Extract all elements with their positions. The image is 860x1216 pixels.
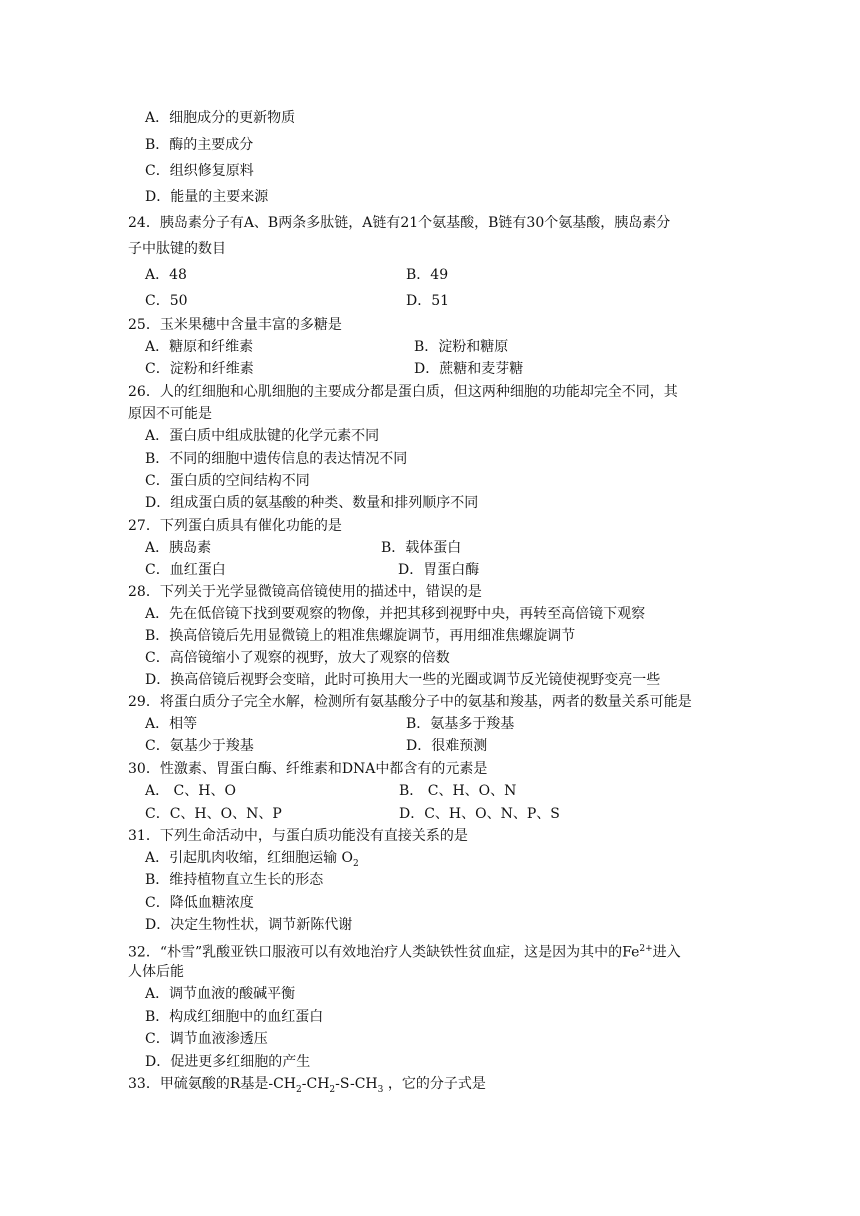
- q33-sub-1: 2: [296, 1084, 302, 1095]
- q26-stem-line1: 26．人的红细胞和心肌细胞的主要成分都是蛋白质，但这两种细胞的功能却完全不同，其: [128, 384, 678, 400]
- q32-stem-line2: 人体后能: [128, 964, 184, 980]
- q30-option-a: A． C、H、O: [145, 783, 236, 799]
- q32-option-c: C．调节血液渗透压: [145, 1031, 268, 1047]
- q29-option-c: C．氨基少于羧基: [145, 738, 254, 754]
- q31-stem: 31．下列生命活动中，与蛋白质功能没有直接关系的是: [128, 828, 468, 844]
- q23-option-b: B．酶的主要成分: [145, 137, 254, 153]
- q31-option-a-text: A．引起肌肉收缩，红细胞运输 O: [145, 850, 354, 866]
- q33-stem-c: -S-CH: [335, 1076, 378, 1092]
- q30-option-b: B． C、H、O、N: [399, 783, 517, 799]
- q27-option-c: C．血红蛋白: [145, 562, 226, 578]
- q31-option-a: [145, 849, 359, 873]
- q32-option-b: B．构成红细胞中的血红蛋白: [145, 1009, 324, 1025]
- q28-option-a: A．先在低倍镜下找到要观察的物像，并把其移到视野中央，再转至高倍镜下观察: [145, 606, 646, 622]
- q25-option-b: B．淀粉和糖原: [414, 339, 509, 355]
- q32-stem-text-end: 进入: [652, 944, 681, 961]
- q29-option-d: D．很难预测: [406, 738, 488, 754]
- q26-option-b: B．不同的细胞中遗传信息的表达情况不同: [145, 451, 408, 467]
- q33-stem-d: ，它的分子式是: [383, 1076, 486, 1092]
- q26-option-a: A．蛋白质中组成肽键的化学元素不同: [145, 428, 380, 444]
- q33-stem-b: -CH: [301, 1076, 330, 1092]
- q26-stem-line2: 原因不可能是: [128, 406, 212, 422]
- q30-option-d: D．C、H、O、N、P、S: [399, 806, 560, 822]
- q27-option-b: B．载体蛋白: [381, 540, 462, 556]
- q29-option-a: A．相等: [145, 716, 198, 732]
- q28-option-d: D．换高倍镜后视野会变暗，此时可换用大一些的光圈或调节反光镜使视野变亮一些: [145, 672, 661, 688]
- q24-option-b: B．49: [406, 267, 449, 283]
- q30-option-c: C．C、H、O、N、P: [145, 806, 282, 822]
- q24-option-c: C．50: [145, 293, 188, 309]
- q29-stem: 29．将蛋白质分子完全水解，检测所有氨基酸分子中的氨基和羧基，两者的数量关系可能是: [128, 694, 692, 710]
- q33-stem: [128, 1075, 486, 1099]
- q25-stem: 25．玉米果穗中含量丰富的多糖是: [128, 317, 342, 333]
- q31-option-b: B．维持植物直立生长的形态: [145, 872, 324, 888]
- q23-option-a: A．细胞成分的更新物质: [145, 110, 296, 126]
- q25-option-d: D．蔗糖和麦芽糖: [414, 361, 524, 377]
- q23-option-c: C．组织修复原料: [145, 163, 254, 179]
- q27-stem: 27．下列蛋白质具有催化功能的是: [128, 518, 342, 534]
- q30-stem: 30．性激素、胃蛋白酶、纤维素和DNA中都含有的元素是: [128, 761, 488, 777]
- q28-option-b: B．换高倍镜后先用显微镜上的粗准焦螺旋调节，再用细准焦螺旋调节: [145, 628, 576, 644]
- q33-sub-2: 2: [329, 1084, 336, 1095]
- q29-option-b: B．氨基多于羧基: [406, 716, 515, 732]
- q31-option-d: D．决定生物性状，调节新陈代谢: [145, 917, 353, 933]
- q26-option-c: C．蛋白质的空间结构不同: [145, 473, 310, 489]
- q33-sub-3: 3: [377, 1084, 384, 1095]
- q24-stem-line1: 24．胰岛素分子有A、B两条多肽链，A链有21个氨基酸，B链有30个氨基酸，胰岛素分: [128, 215, 671, 231]
- q32-stem-text: 32．“朴雪”乳酸亚铁口服液可以有效地治疗人类缺铁性贫血症，这是因为其中的Fe: [128, 944, 640, 961]
- q23-option-d: D．能量的主要来源: [145, 189, 269, 205]
- q27-option-d: D．胃蛋白酶: [398, 562, 480, 578]
- q32-option-a: A．调节血液的酸碱平衡: [145, 986, 296, 1002]
- q27-option-a: A．胰岛素: [145, 540, 212, 556]
- q26-option-d: D．组成蛋白质的氨基酸的种类、数量和排列顺序不同: [145, 495, 479, 511]
- q28-stem: 28．下列关于光学显微镜高倍镜使用的描述中，错误的是: [128, 584, 482, 600]
- q33-stem-a: 33．甲硫氨酸的R基是-CH: [128, 1076, 297, 1092]
- q24-stem-line2: 子中肽键的数目: [128, 241, 226, 257]
- q32-superscript: 2+: [639, 944, 653, 954]
- q31-option-c: C．降低血糖浓度: [145, 895, 254, 911]
- q24-option-d: D．51: [406, 293, 450, 309]
- q28-option-c: C．高倍镜缩小了观察的视野，放大了观察的倍数: [145, 650, 450, 666]
- q31-option-a-subscript: 2: [353, 858, 359, 869]
- q32-stem-line1: [128, 940, 681, 962]
- q25-option-a: A．糖原和纤维素: [145, 339, 254, 355]
- q24-option-a: A．48: [145, 267, 187, 283]
- q32-option-d: D．促进更多红细胞的产生: [145, 1054, 311, 1070]
- q25-option-c: C．淀粉和纤维素: [145, 361, 254, 377]
